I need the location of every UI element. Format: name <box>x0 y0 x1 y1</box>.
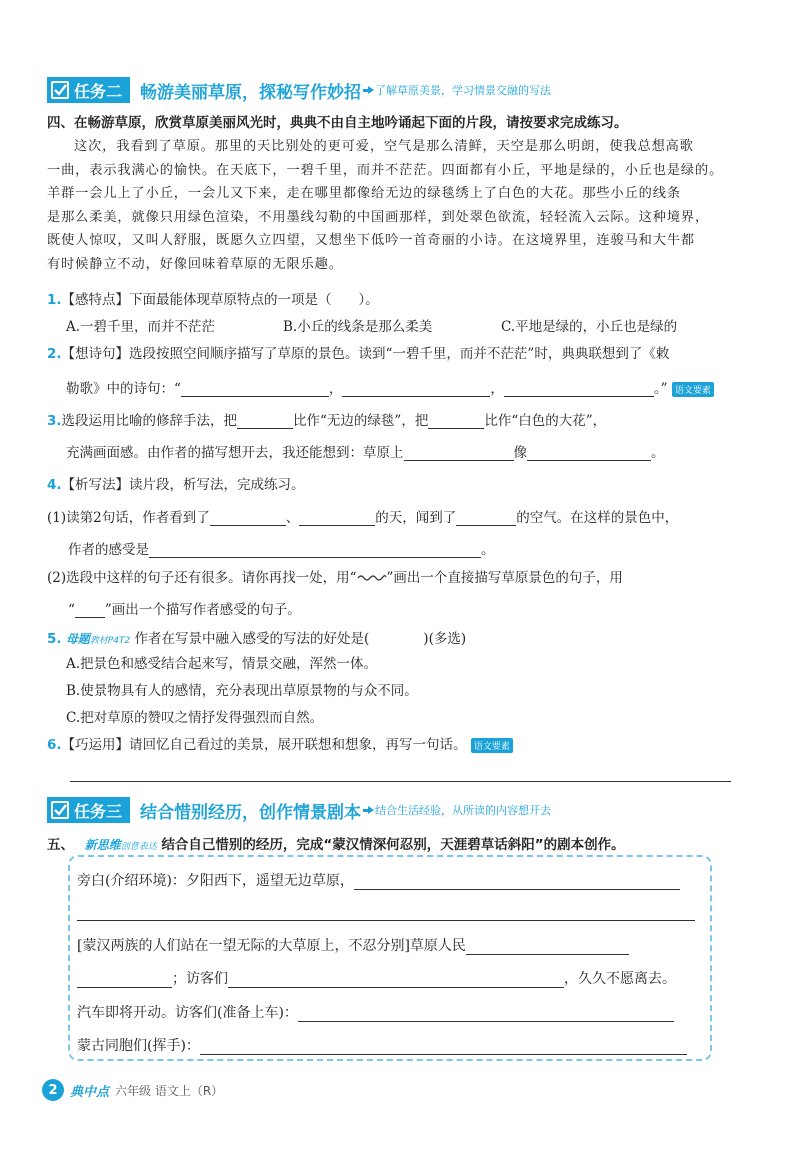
task3-subtitle: 结合生活经验，从所读的内容想开去 <box>363 802 551 818</box>
passage-line: 这次，我看到了草原。那里的天比别处的更可爱，空气是那么清鲜，天空是那么明朗，使我总想高歌 <box>74 139 694 154</box>
passage-line: 是那么柔美，就像只用绿色渲染，不用墨线勾勒的中国画那样，到处翠色欲流，轻轻流入云际。这种境界， <box>47 209 710 225</box>
answer-blank[interactable] <box>342 380 490 397</box>
task2-subtitle: 了解草原美景，学习情景交融的写法 <box>363 82 551 98</box>
answer-blank[interactable] <box>237 412 293 429</box>
answer-blank[interactable] <box>149 541 481 558</box>
q5-option-c: C.把对草原的赞叹之情抒发得强烈而自然。 <box>66 710 324 726</box>
answer-blank[interactable] <box>228 971 564 988</box>
task3-badge: 任务三 <box>47 797 130 823</box>
q3-line2: 充满画面感。由作者的描写想开去，我还能想到：草原上 像 。 <box>66 445 665 461</box>
script-stage-direction: [蒙汉两族的人们站在一望无际的大草原上，不忍分别]草原人民 <box>77 935 629 955</box>
creative-tag: 创意表达 <box>120 842 157 852</box>
task2-header <box>47 76 551 104</box>
question-1: 1.【感特点】下面最能体现草原特点的一项是（ ）。 <box>47 292 379 308</box>
q2-poem-line: 勒歌》中的诗句：“ ， ， 。” 语文要素 <box>66 377 714 397</box>
q4-sub1-line2: 作者的感受是 。 <box>68 542 495 558</box>
arrow-icon <box>368 806 374 814</box>
task2-badge: 任务二 <box>47 77 130 103</box>
answer-blank[interactable] <box>181 380 329 397</box>
task2-title: 畅游美丽草原，探秘写作妙招 <box>140 82 362 103</box>
question-4: 4.【析写法】读片段，析写法，完成练习。 <box>47 477 305 493</box>
passage-line: 有时候静立不动，好像回味着草原的无限乐趣。 <box>47 256 343 272</box>
answer-blank[interactable] <box>298 1005 674 1022</box>
answer-blank[interactable] <box>354 873 680 890</box>
q1-option-a: A.一碧千里，而并不茫茫 <box>66 319 216 335</box>
question-3: 3.选段运用比喻的修辞手法，把 比作“无边的绿毯”，把 比作“白色的大花”， <box>47 413 607 429</box>
q4-sub1: (1)读第2句话，作者看到了 、 的天，闻到了 的空气。在这样的景色中， <box>47 510 679 526</box>
answer-line[interactable] <box>77 920 695 921</box>
answer-line[interactable] <box>70 781 731 782</box>
yuwen-tag: 语文要素 <box>672 382 714 397</box>
arrow-icon <box>368 86 374 94</box>
footer <box>42 1079 223 1101</box>
answer-blank[interactable] <box>299 509 375 526</box>
mother-question-badge: 母题 <box>65 632 90 646</box>
script-narration: 旁白(介绍环境)：夕阳西下，遥望无边草原， <box>77 870 680 890</box>
answer-blank[interactable] <box>456 509 516 526</box>
question-2: 2.【想诗句】选段按照空间顺序描写了草原的景色。读到“一碧千里，而并不茫茫”时，典典联想到了《敕 <box>47 346 670 362</box>
q4-sub2-line2: “ ”画出一个描写作者感受的句子。 <box>68 602 301 618</box>
passage <box>47 135 737 276</box>
answer-blank[interactable] <box>504 380 654 397</box>
page-number: 2 <box>42 1079 64 1101</box>
answer-blank[interactable] <box>77 971 172 988</box>
answer-blank[interactable] <box>466 938 629 955</box>
q1-option-b: B.小丘的线条是那么柔美 <box>283 319 433 335</box>
passage-line: 羊群一会儿上了小丘，一会儿又下来，走在哪里都像给无边的绿毯绣上了白色的大花。那些小丘的线条 <box>47 186 681 201</box>
task3-header <box>47 796 551 824</box>
answer-blank[interactable] <box>428 412 484 429</box>
q4-sub2: (2)选段中这样的句子还有很多。请你再找一处，用“ ”画出一个直接描写草原景色的句子，用 <box>47 570 623 586</box>
section4-title: 四、在畅游草原，欣赏草原美丽风光时，典典不由自主地吟诵起下面的片段，请按要求完成练习。 <box>47 115 628 131</box>
answer-blank[interactable] <box>200 1038 687 1055</box>
brand-logo: 典中点 <box>70 1084 110 1100</box>
answer-blank[interactable] <box>527 444 651 461</box>
script-visitors: ；访客们 ，久久不愿离去。 <box>77 968 676 988</box>
section5-title: 五、 新思维创意表达 结合自己惜别的经历，完成“蒙汉情深何忍别，天涯碧草话斜阳”的剧本创作。 <box>47 837 625 853</box>
straight-line-icon <box>75 601 105 618</box>
task3-title: 结合惜别经历，创作情景剧本 <box>140 802 362 823</box>
check-icon <box>51 801 69 819</box>
new-thinking-badge: 新思维 <box>84 838 121 852</box>
q5-option-b: B.使景物具有人的感情，充分表现出草原景物的与众不同。 <box>66 683 418 699</box>
passage-line: 一曲，表示我满心的愉快。在天底下，一碧千里，而并不茫茫。四面都有小丘，平地是绿的，小丘也是绿的。 <box>47 162 724 178</box>
question-5: 5. 母题教材P4T2 作者在写景中融入感受的写法的好处是( )(多选) <box>47 631 467 647</box>
check-icon <box>51 81 69 99</box>
wavy-line-icon <box>357 570 387 586</box>
script-mongol-compatriots: 蒙古同胞们(挥手)： <box>77 1035 687 1055</box>
footer-text: 六年级 语文上（R） <box>115 1083 224 1098</box>
script-car-leaving: 汽车即将开动。访客们(准备上车)： <box>77 1002 674 1022</box>
answer-blank[interactable] <box>404 444 514 461</box>
textbook-ref: 教材P4T2 <box>89 636 131 646</box>
q5-option-a: A.把景色和感受结合起来写，情景交融，浑然一体。 <box>66 656 378 672</box>
question-6: 6.【巧运用】请回忆自己看过的美景，展开联想和想象，再写一句话。 语文要素 <box>47 733 513 753</box>
answer-blank[interactable] <box>210 509 286 526</box>
passage-line: 既使人惊叹，又叫人舒服，既愿久立四望，又想坐下低吟一首奇丽的小诗。在这境界里，连骏马和大牛都 <box>47 233 696 248</box>
q1-option-c: C.平地是绿的，小丘也是绿的 <box>501 319 678 335</box>
yuwen-tag: 语文要素 <box>471 738 513 753</box>
